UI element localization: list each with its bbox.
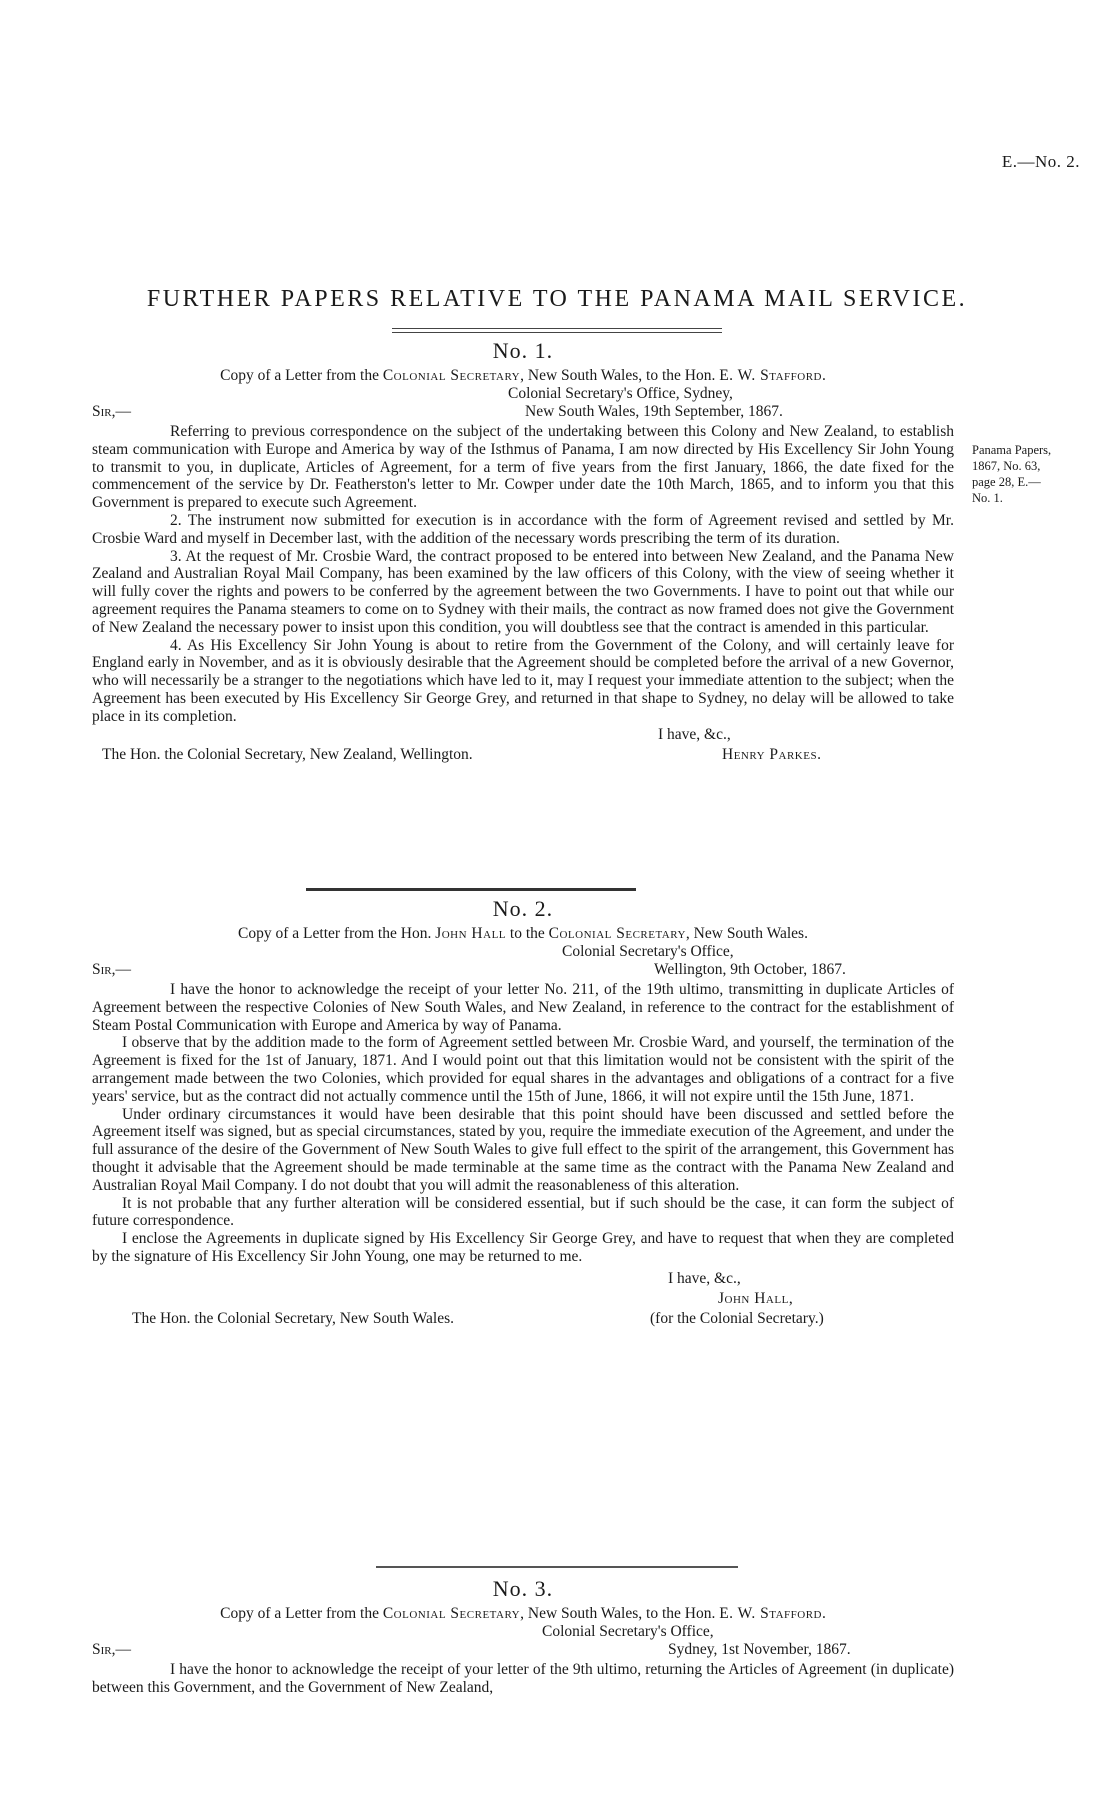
paragraph: I observe that by the addition made to the form of Agreement settled between Mr. Crosbie Ward, and yourself, the termination of the Agreement is fixed for the 1st of January, 1871. And I would point out that this limitation would not be consistent with the spirit of the arrangement made between the two Colonies, which provided for equal shares in the advantages and obligations of a contract for a five years' service, but as the contract did not actually commence until the 15th of June, 1866, it will not expire until the 15th June, 1871. — [92, 1034, 954, 1105]
signature-block — [92, 726, 954, 766]
salutation: Sir,— — [92, 961, 131, 978]
office-line: Colonial Secretary's Office, — [542, 1623, 714, 1640]
title-divider — [392, 328, 722, 333]
section-divider — [376, 1566, 738, 1568]
paragraph: Under ordinary circumstances it would have been desirable that this point should have been discussed and settled before the Agreement itself was signed, but as special circumstances, stated by you, require the immediate execution of the Agreement, and under the full assurance of the desire of the Government of New South Wales to give full effect to the spirit of the arrangement, this Government has thought it advisable that the Agreement should be made terminable at the same time as the contract with the Panama New Zealand and Australian Royal Mail Company. I do not doubt that you will admit the reasonableness of this alteration. — [92, 1105, 954, 1194]
letter-header — [92, 1623, 954, 1661]
signature: John Hall, — [718, 1289, 794, 1307]
salutation: Sir,— — [92, 403, 131, 420]
signature-note: (for the Colonial Secretary.) — [650, 1309, 824, 1327]
letter-header — [92, 943, 954, 981]
paragraph: 4. As His Excellency Sir John Young is about to retire from the Government of the Colony, and will certainly leave for England early in November, and as it is obviously desirable that the Agreement should be completed before the arrival of a new Governor, who will necessarily be a stranger to the negotiations which have led to it, may I request your immediate attention to the subject; when the Agreement has been executed by His Excellency Sir George Grey, and returned in that shape to Sydney, no delay will be allowed to take place in its completion. — [92, 636, 954, 725]
date-line: New South Wales, 19th September, 1867. — [525, 403, 783, 420]
page-reference: E.—No. 2. — [1001, 152, 1080, 171]
paragraph: I have the honor to acknowledge the receipt of your letter No. 211, of the 19th ultimo, transmitting in duplicate Articles of Agreement between the respective Colonies of New South Wales, and New Zealand, in reference to the contract for the establishment of Steam Postal Communication with Europe and America by way of Panama. — [92, 981, 954, 1034]
letter-number: No. 1. — [492, 338, 554, 363]
paragraph: I have the honor to acknowledge the receipt of your letter of the 9th ultimo, returning the Articles of Agreement (in duplicate) between this Government, and the Government of New Zealand, — [92, 1661, 954, 1696]
letter-caption: Copy of a Letter from the Colonial Secretary, New South Wales, to the Hon. E. W. Stafford. — [220, 1605, 826, 1622]
letter-header — [92, 385, 954, 423]
office-line: Colonial Secretary's Office, Sydney, — [508, 385, 733, 402]
section-divider — [306, 888, 636, 891]
paragraph: It is not probable that any further alteration will be considered essential, but if such should be the case, it can form the subject of future correspondence. — [92, 1194, 954, 1230]
margin-note: Panama Papers, 1867, No. 63, page 28, E.— No. 1. — [972, 443, 1052, 505]
letter-1 — [92, 338, 954, 766]
paragraph: I enclose the Agreements in duplicate signed by His Excellency Sir George Grey, and have to request that when they are completed by the signature of His Excellency Sir John Young, one may be returned to me. — [92, 1230, 954, 1265]
date-line: Sydney, 1st November, 1867. — [668, 1641, 851, 1658]
paragraph: 3. At the request of Mr. Crosbie Ward, the contract proposed to be entered into between New Zealand, and the Panama New Zealand and Australian Royal Mail Company, has been examined by the law officers of this Colony, with the view of seeing whether it will fully cover the rights and powers to be conferred by the agreement between the two Governments. I have to point out that while our agreement requires the Panama steamers to come on to Sydney with their mails, the contract as now framed does not give the Government of New Zealand the necessary power to insist upon this condition, you will doubtless see that the contract is amended in this particular. — [92, 547, 954, 636]
paragraph: 2. The instrument now submitted for execution is in accordance with the form of Agreement revised and settled by Mr. Crosbie Ward and myself in December last, with the addition of the necessary words prescribing the term of its duration. — [92, 511, 954, 547]
letter-number: No. 3. — [492, 1576, 554, 1601]
page-title: FURTHER PAPERS RELATIVE TO THE PANAMA MAIL SERVICE. — [146, 286, 968, 313]
letter-2 — [92, 896, 954, 1336]
closing: I have, &c., — [668, 1269, 741, 1287]
letter-caption: Copy of a Letter from the Hon. John Hall to the Colonial Secretary, New South Wales. — [238, 925, 808, 942]
addressee: The Hon. the Colonial Secretary, New South Wales. — [132, 1309, 455, 1327]
salutation: Sir,— — [92, 1641, 131, 1658]
date-line: Wellington, 9th October, 1867. — [654, 961, 846, 978]
signature: Henry Parkes. — [722, 745, 822, 763]
letter-3 — [92, 1576, 954, 1697]
office-line: Colonial Secretary's Office, — [562, 943, 734, 960]
letter-number: No. 2. — [492, 896, 554, 921]
addressee: The Hon. the Colonial Secretary, New Zealand, Wellington. — [102, 745, 473, 763]
closing: I have, &c., — [658, 725, 731, 743]
paragraph: Referring to previous correspondence on the subject of the undertaking between this Colony and New Zealand, to establish steam communication with Europe and America by way of the Isthmus of Panama, I am now directed by His Excellency Sir John Young to transmit to you, in duplicate, Articles of Agreement, for a term of five years from the first January, 1866, the date fixed for the commencement of the service by Dr. Featherston's letter to Mr. Cowper under date the 10th March, 1865, and to inform you that this Government is prepared to execute such Agreement. — [92, 423, 954, 512]
signature-block — [92, 1270, 954, 1336]
letter-caption: Copy of a Letter from the Colonial Secretary, New South Wales, to the Hon. E. W. Stafford. — [220, 367, 826, 384]
